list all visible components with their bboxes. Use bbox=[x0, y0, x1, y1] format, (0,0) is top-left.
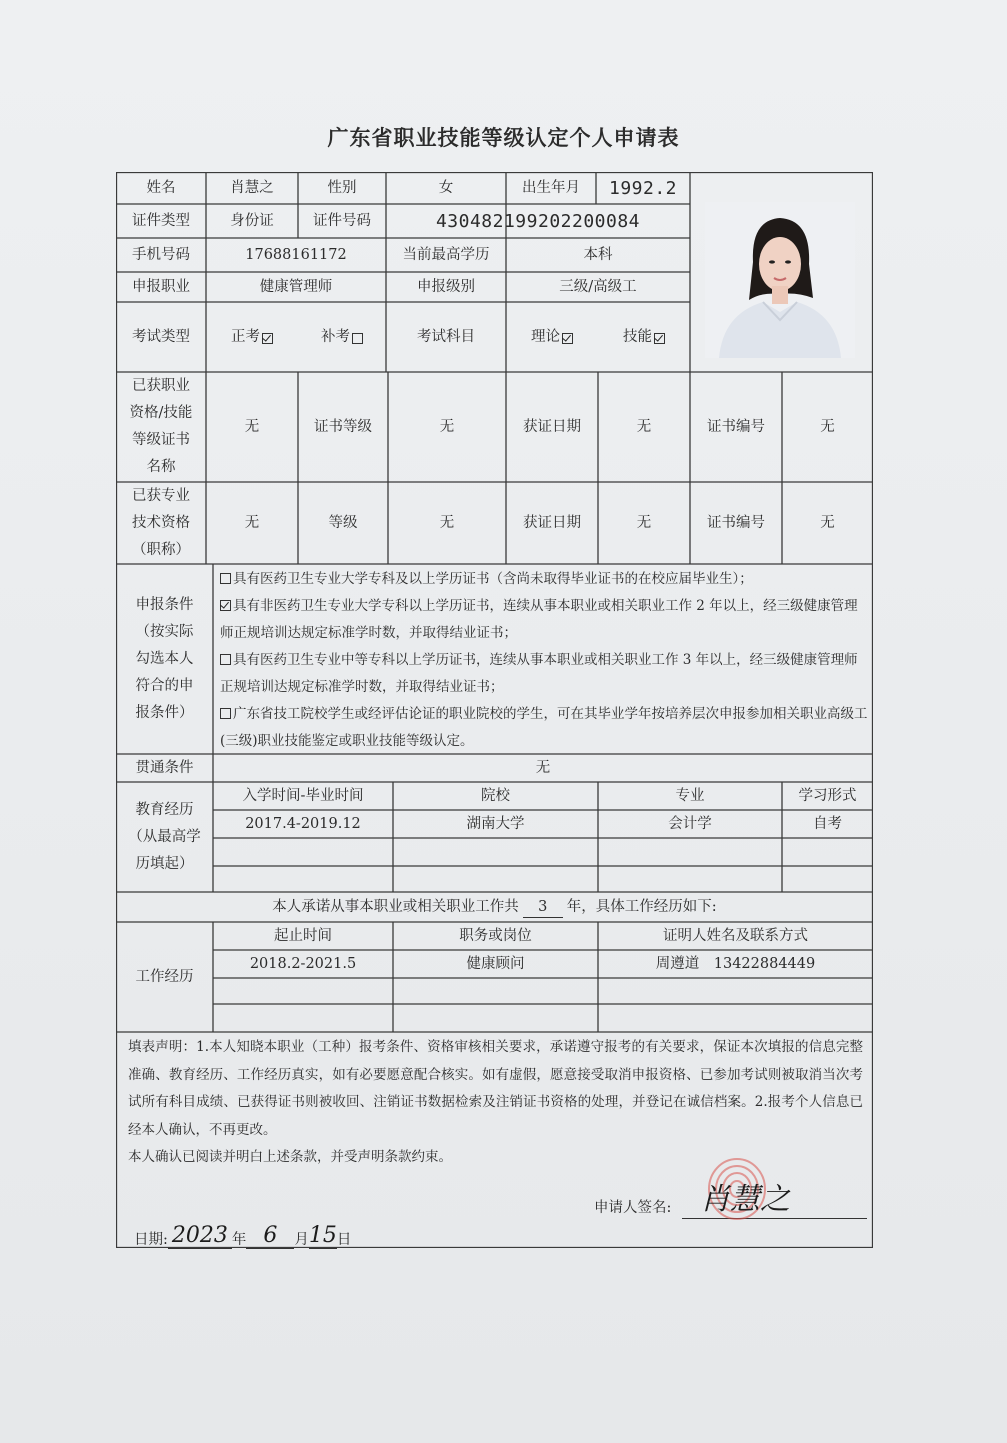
date-year[interactable]: 2023 bbox=[168, 1224, 232, 1249]
header-work-period: 起止时间 bbox=[274, 927, 332, 944]
label-name: 姓名 bbox=[146, 179, 176, 196]
portrait-icon bbox=[705, 202, 855, 358]
condition-item[interactable] bbox=[220, 701, 870, 755]
value-tech-no: 无 bbox=[820, 514, 835, 531]
theory-label: 理论 bbox=[531, 328, 560, 345]
value-level: 三级/高级工 bbox=[559, 278, 637, 295]
label-exam-subject: 考试科目 bbox=[417, 328, 475, 345]
value-name: 肖慧之 bbox=[230, 179, 274, 196]
condition-4-checkbox[interactable] bbox=[220, 708, 231, 719]
label-edu-history: 教育经历（从最高学历填起） bbox=[128, 801, 201, 872]
condition-2-text: 具有非医药卫生专业大学专科以上学历证书，连续从事本职业或相关职业工作 2 年以上，经三级健康管理师正规培训达规定标准学时数，并取得结业证书； bbox=[220, 598, 858, 641]
label-tech-title: 已获专业技术资格（职称） bbox=[132, 487, 190, 558]
header-edu-school: 院校 bbox=[481, 787, 510, 804]
edu-row-period: 2017.4-2019.12 bbox=[245, 815, 361, 832]
work-years: 3 bbox=[523, 897, 563, 918]
value-tech-date: 无 bbox=[636, 514, 652, 531]
date-row bbox=[134, 1224, 351, 1249]
value-cert-no: 无 bbox=[820, 418, 835, 435]
work-commit-post: 年，具体工作经历如下: bbox=[566, 898, 717, 915]
label-exam-type: 考试类型 bbox=[132, 328, 190, 345]
condition-1-text: 具有医药卫生专业大学专科及以上学历证书（含尚未取得毕业证书的在校应届毕业生）； bbox=[233, 571, 753, 587]
label-occupation: 申报职业 bbox=[132, 278, 190, 295]
label-work-history: 工作经历 bbox=[135, 968, 194, 985]
condition-item[interactable] bbox=[220, 647, 870, 701]
value-cert-level: 无 bbox=[439, 418, 455, 435]
edu-row-mode: 自考 bbox=[813, 815, 842, 832]
value-id-type: 身份证 bbox=[230, 212, 274, 229]
label-phone: 手机号码 bbox=[132, 246, 190, 263]
header-edu-mode: 学习形式 bbox=[798, 787, 857, 804]
work-row-position: 健康顾问 bbox=[466, 955, 525, 972]
applicant-photo bbox=[705, 202, 855, 358]
edu-row-major: 会计学 bbox=[668, 815, 712, 832]
skill-checkbox[interactable] bbox=[654, 333, 665, 344]
option-skill[interactable] bbox=[598, 302, 690, 372]
label-tech-no: 证书编号 bbox=[707, 514, 765, 531]
header-work-position: 职务或岗位 bbox=[459, 927, 532, 944]
condition-3-checkbox[interactable] bbox=[220, 654, 231, 665]
exam-makeup-label: 补考 bbox=[321, 328, 350, 345]
date-month-unit: 月 bbox=[294, 1232, 309, 1248]
date-year-unit: 年 bbox=[231, 1232, 247, 1248]
label-gender: 性别 bbox=[327, 179, 357, 196]
value-birth: 1992.2 bbox=[608, 177, 678, 199]
option-exam-makeup[interactable] bbox=[298, 302, 386, 372]
conditions-list bbox=[220, 566, 870, 755]
header-work-witness: 证明人姓名及联系方式 bbox=[663, 927, 808, 944]
condition-3-text: 具有医药卫生专业中等专科以上学历证书，连续从事本职业或相关职业工作 3 年以上，经三级健康管理师正规培训达规定标准学时数，并取得结业证书； bbox=[220, 652, 858, 695]
label-education: 当前最高学历 bbox=[402, 246, 490, 263]
application-table bbox=[116, 172, 873, 1248]
condition-2-checkbox[interactable] bbox=[220, 600, 231, 611]
value-tech-title: 无 bbox=[244, 514, 260, 531]
condition-1-checkbox[interactable] bbox=[220, 573, 231, 584]
work-commitment bbox=[116, 892, 873, 922]
exam-regular-checkbox[interactable] bbox=[262, 333, 273, 344]
label-cert-level: 证书等级 bbox=[314, 418, 372, 435]
confirm-text: 本人确认已阅读并明白上述条款，并受声明条款约束。 bbox=[128, 1149, 452, 1165]
signature-label: 申请人签名: bbox=[594, 1200, 672, 1216]
label-cert-date: 获证日期 bbox=[523, 418, 581, 435]
label-tech-date: 获证日期 bbox=[523, 514, 581, 531]
work-row-period: 2018.2-2021.5 bbox=[249, 955, 357, 972]
value-occupation: 健康管理师 bbox=[259, 278, 333, 295]
form-title: 广东省职业技能等级认定个人申请表 bbox=[327, 125, 680, 150]
condition-item[interactable] bbox=[220, 566, 870, 593]
condition-item[interactable] bbox=[220, 593, 870, 647]
date-label: 日期: bbox=[134, 1232, 168, 1248]
value-cert-date: 无 bbox=[636, 418, 652, 435]
value-through: 无 bbox=[535, 759, 551, 776]
exam-makeup-checkbox[interactable] bbox=[352, 333, 363, 344]
label-cert-no: 证书编号 bbox=[707, 418, 765, 435]
value-education: 本科 bbox=[583, 246, 613, 263]
label-conditions: 申报条件（按实际勾选本人符合的申报条件） bbox=[135, 596, 194, 721]
date-month[interactable]: 6 bbox=[246, 1224, 294, 1249]
value-gender: 女 bbox=[438, 179, 454, 196]
exam-regular-label: 正考 bbox=[231, 328, 260, 345]
label-level: 申报级别 bbox=[417, 278, 475, 295]
theory-checkbox[interactable] bbox=[562, 333, 573, 344]
declaration-block bbox=[128, 1034, 863, 1172]
declaration-text: 填表声明：1.本人知晓本职业（工种）报考条件、资格审核相关要求，承诺遵守报考的有关要求，保证本次填报的信息完整准确、教育经历、工作经历真实，如有必要愿意配合核实。如有虚假，愿意接受取消申报资格、已参加考试则被取消当次考试所有科目成绩、已获得证书则被收回、注销证书数据检索及注销证书资格的处理，并登记在诚信档案。2.报考个人信息已经本人确认，不再更改。 bbox=[128, 1039, 863, 1138]
date-day[interactable]: 15 bbox=[308, 1223, 337, 1248]
value-tech-level: 无 bbox=[439, 514, 455, 531]
label-id-no: 证件号码 bbox=[313, 212, 371, 229]
handwritten-signature: 肖慧之 bbox=[700, 1182, 790, 1217]
condition-4-text: 广东省技工院校学生或经评估论证的职业院校的学生，可在其毕业学年按培养层次申报参加相关职业高级工(三级)职业技能鉴定或职业技能等级认定。 bbox=[220, 706, 868, 749]
edu-row-school: 湖南大学 bbox=[466, 815, 525, 832]
value-id-no: 430482199202200084 bbox=[435, 210, 641, 232]
option-exam-regular[interactable] bbox=[206, 302, 298, 372]
label-cert-name: 已获职业资格/技能等级证书名称 bbox=[129, 378, 193, 475]
date-day-unit: 日 bbox=[336, 1232, 352, 1248]
label-birth: 出生年月 bbox=[522, 179, 580, 196]
option-theory[interactable] bbox=[506, 302, 598, 372]
label-id-type: 证件类型 bbox=[132, 212, 190, 229]
header-edu-period: 入学时间-毕业时间 bbox=[242, 787, 364, 804]
label-through: 贯通条件 bbox=[135, 759, 194, 776]
value-phone: 17688161172 bbox=[245, 246, 347, 263]
value-cert-name: 无 bbox=[244, 418, 260, 435]
skill-label: 技能 bbox=[623, 328, 652, 345]
header-edu-major: 专业 bbox=[675, 787, 705, 804]
label-tech-level: 等级 bbox=[328, 514, 358, 531]
work-row-witness: 周遵道 13422884449 bbox=[655, 955, 816, 972]
work-commit-pre: 本人承诺从事本职业或相关职业工作共 bbox=[272, 898, 519, 915]
